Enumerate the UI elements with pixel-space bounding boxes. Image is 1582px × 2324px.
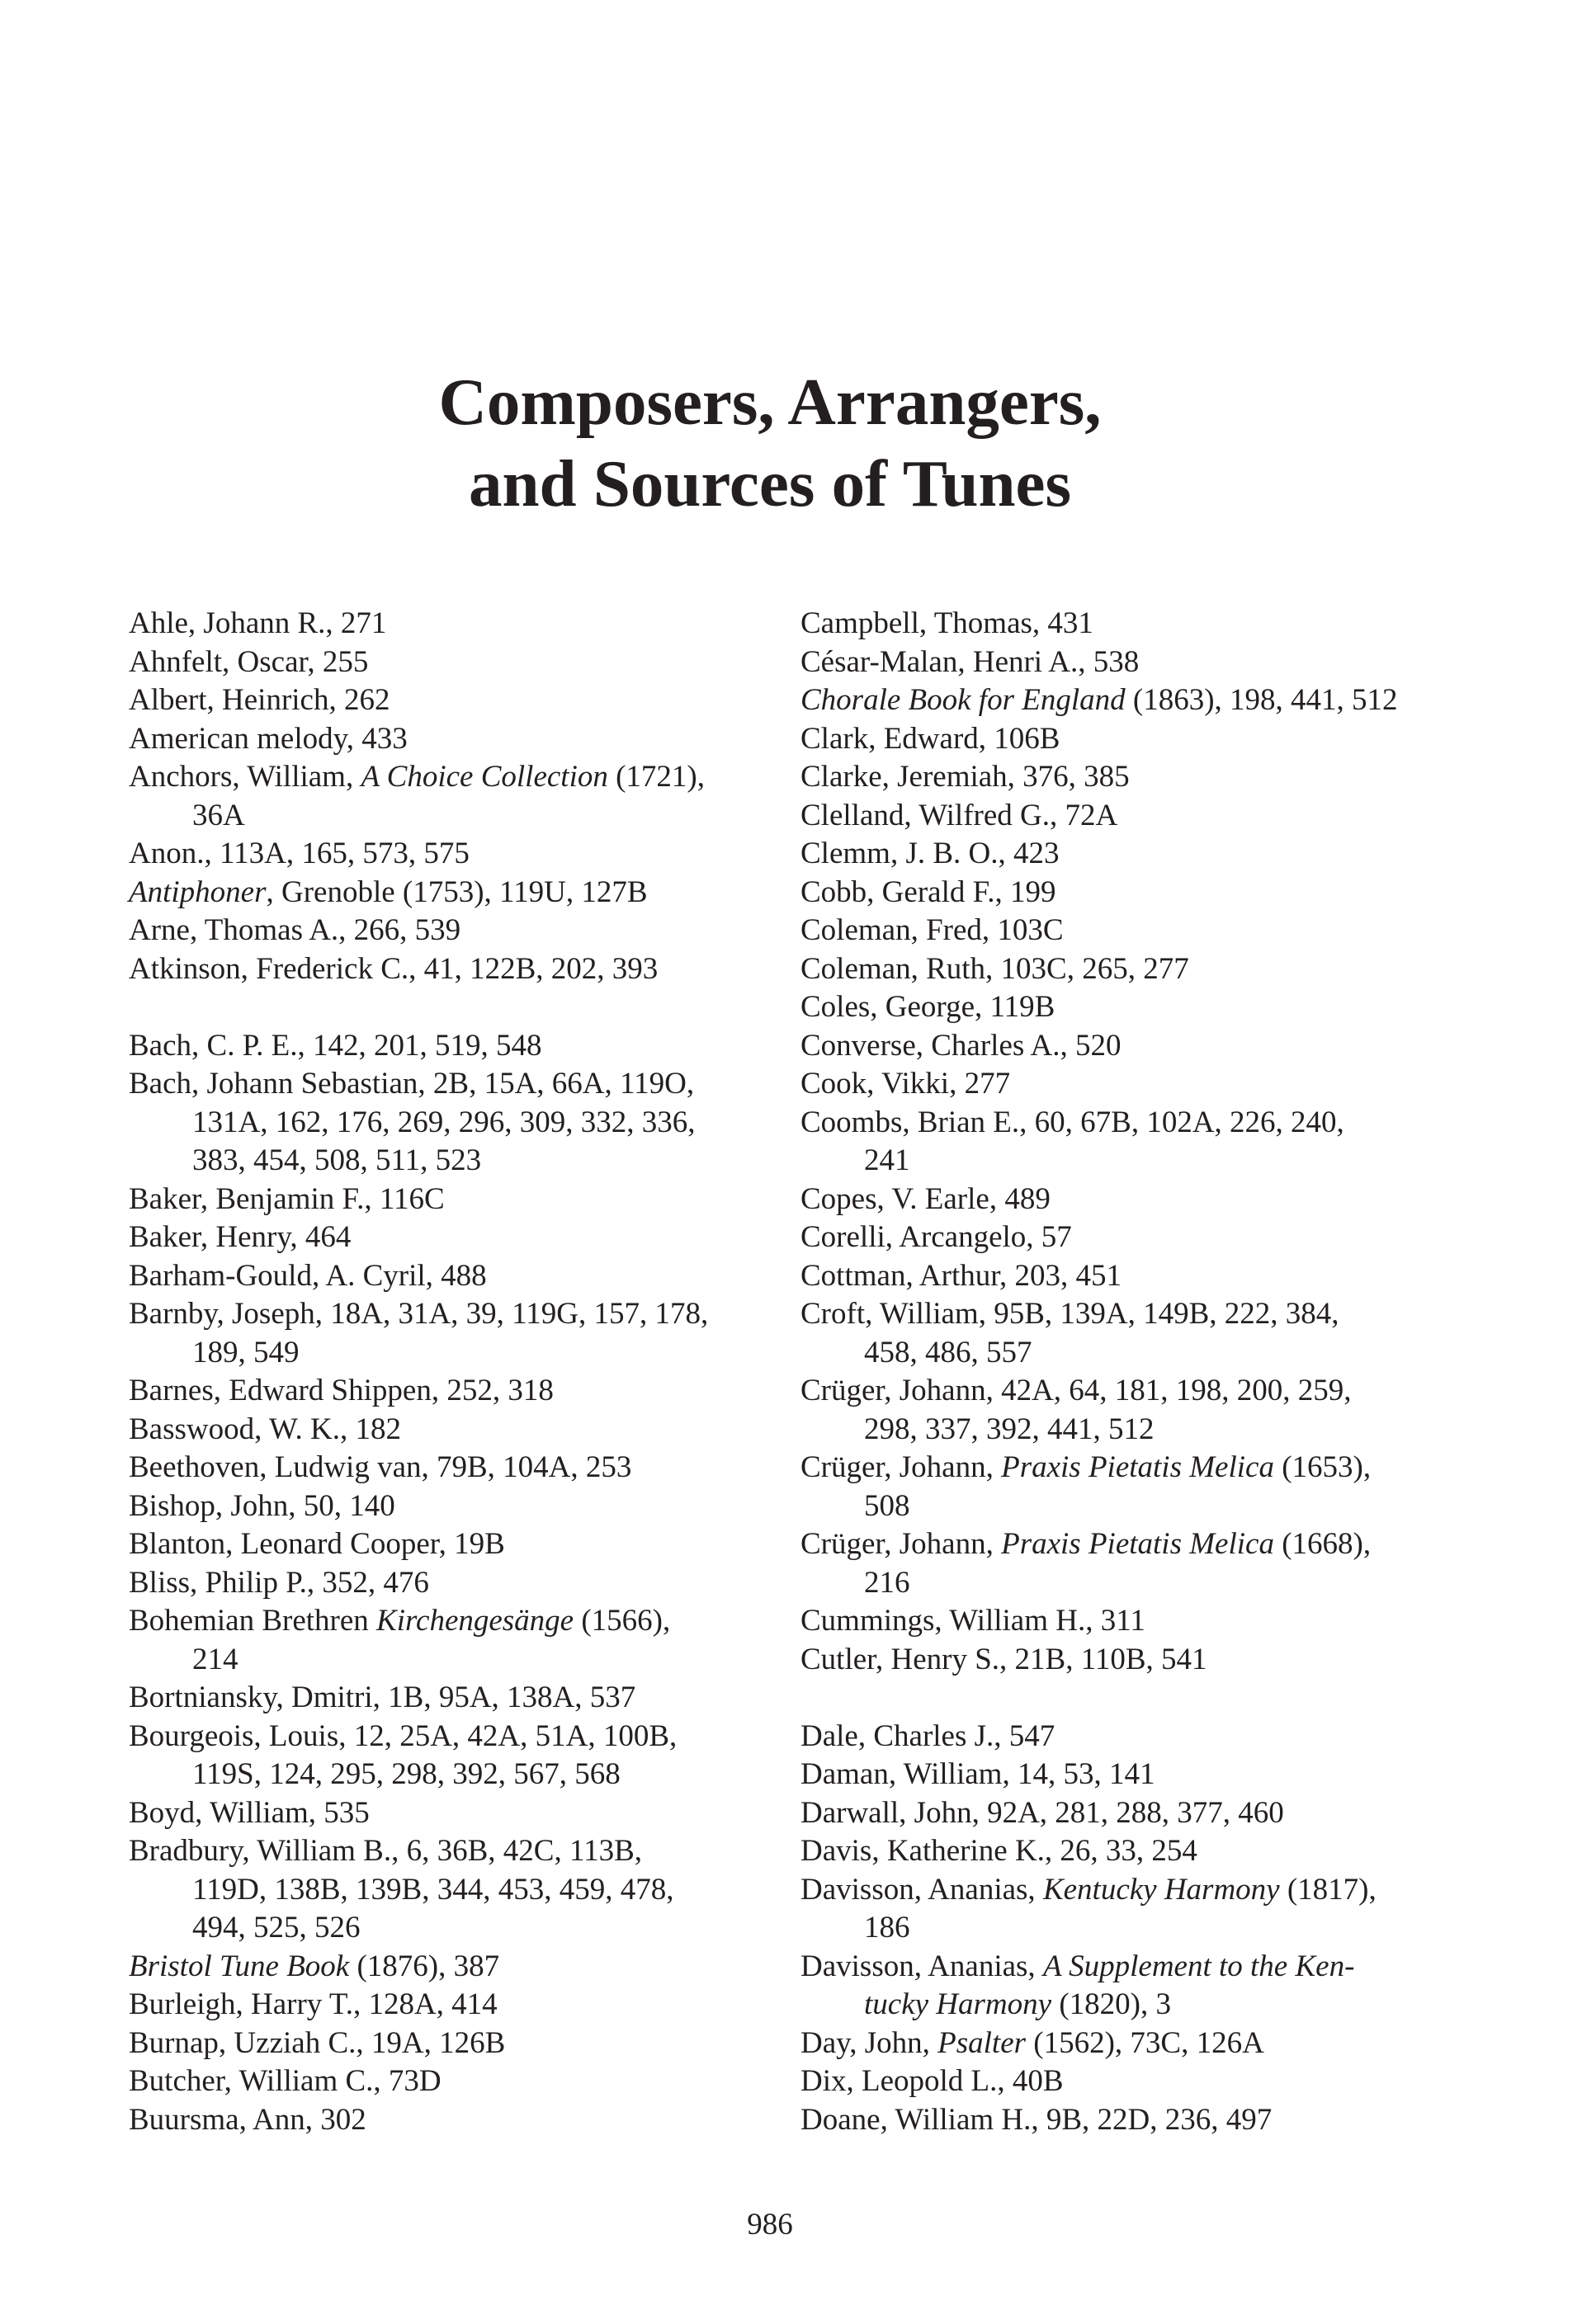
index-entry-text: Dale, Charles J., 547 (800, 1718, 1055, 1753)
index-entry-title: Antiphoner (129, 874, 267, 909)
index-entry (129, 874, 764, 912)
index-entry-text: Atkinson, Frederick C., 41, 122B, 202, 393 (129, 951, 659, 986)
index-entry (800, 1295, 1461, 1372)
index-entry-text: Coles, George, 119B (800, 990, 1055, 1024)
index-entry (800, 912, 1461, 950)
index-entry-text: American melody, 433 (129, 721, 408, 756)
index-entry-title: Kentucky Harmony (1042, 1872, 1280, 1907)
index-entry-text: Anchors, William, (129, 760, 361, 794)
letter-group-gap (800, 1679, 1461, 1718)
index-entry-text: (1721), (607, 760, 706, 794)
index-entry-title: Praxis Pietatis Melica (1001, 1527, 1274, 1561)
index-entry (800, 797, 1461, 836)
index-entry (129, 1295, 764, 1372)
letter-group-gap (129, 988, 764, 1027)
index-entry (800, 1871, 1461, 1948)
index-entry-text: (1820), 3 (1051, 1987, 1171, 2021)
index-entry-text: Crüger, Johann, (800, 1450, 1002, 1484)
index-entry-text: Corelli, Arcangelo, 57 (800, 1220, 1072, 1254)
index-entry-text: Baker, Henry, 464 (129, 1220, 352, 1254)
index-entry-title: A Supplement to the Ken- (1042, 1949, 1355, 1983)
index-entry (800, 758, 1461, 797)
index-entry-text: 216 (864, 1565, 910, 1600)
index-entry-text: 458, 486, 557 (864, 1335, 1032, 1369)
index-entry (129, 758, 764, 835)
index-entry (800, 1181, 1461, 1219)
index-entry (129, 835, 764, 874)
index-entry-text: Cobb, Gerald F., 199 (800, 874, 1056, 909)
index-entry-text: Coombs, Brian E., 60, 67B, 102A, 226, 240, (800, 1105, 1344, 1139)
index-entry-text: Doane, William H., 9B, 22D, 236, 497 (800, 2102, 1273, 2137)
index-entry-text: Blanton, Leonard Cooper, 19B (129, 1527, 505, 1561)
index-column-right (800, 605, 1461, 2139)
index-entry-text: Cummings, William H., 311 (800, 1604, 1145, 1638)
index-entry-text: Barnes, Edward Shippen, 252, 318 (129, 1374, 554, 1407)
index-entry (800, 2062, 1461, 2101)
index-entry (800, 1449, 1461, 1525)
index-entry-text: 241 (864, 1143, 910, 1177)
index-entry-text: Crüger, Johann, 42A, 64, 181, 198, 200, 259, (800, 1374, 1352, 1407)
index-entry (129, 1181, 764, 1219)
index-entry-text: (1817), (1279, 1872, 1377, 1907)
index-entry-text: Anon., 113A, 165, 573, 575 (129, 837, 470, 870)
index-entry-text: Cook, Vikki, 277 (800, 1067, 1011, 1101)
index-entry-text: Bishop, John, 50, 140 (129, 1488, 395, 1523)
index-entry-text: Ahle, Johann R., 271 (129, 606, 387, 640)
index-entry-text: Davis, Katherine K., 26, 33, 254 (800, 1834, 1197, 1868)
index-entry-text: Ahnfelt, Oscar, 255 (129, 644, 369, 679)
index-entry-text: Barnby, Joseph, 18A, 31A, 39, 119G, 157, 178, (129, 1297, 709, 1331)
index-entry-text: Clelland, Wilfred G., 72A (800, 798, 1118, 832)
index-entry-text: (1562), 73C, 126A (1026, 2025, 1264, 2060)
index-entry-text: Albert, Heinrich, 262 (129, 683, 390, 717)
index-column-left (129, 605, 764, 2139)
index-entry-text: 383, 454, 508, 511, 523 (192, 1143, 482, 1177)
index-entry-text: Dix, Leopold L., 40B (800, 2064, 1064, 2098)
index-entry-text: Campbell, Thomas, 431 (800, 606, 1093, 640)
index-entry-text: Darwall, John, 92A, 281, 288, 377, 460 (800, 1795, 1284, 1830)
index-entry (800, 988, 1461, 1027)
index-entry-text: Clark, Edward, 106B (800, 721, 1060, 756)
index-entry (129, 643, 764, 682)
index-entry (800, 835, 1461, 874)
index-entry (800, 1219, 1461, 1257)
index-entry (800, 1794, 1461, 1833)
index-entry (129, 1487, 764, 1526)
index-entry-text: 119D, 138B, 139B, 344, 453, 459, 478, (192, 1872, 674, 1907)
page-title-line-1: Composers, Arrangers, (438, 365, 1102, 439)
index-entry (129, 1948, 764, 1987)
index-entry (129, 1372, 764, 1411)
index-entry (129, 1219, 764, 1257)
index-entry-text: Daman, William, 14, 53, 141 (800, 1757, 1155, 1791)
index-entry-text: Beethoven, Ludwig van, 79B, 104A, 253 (129, 1450, 632, 1484)
index-entry (800, 1525, 1461, 1602)
index-entry-text: Cottman, Arthur, 203, 451 (800, 1258, 1122, 1293)
index-entry (800, 1948, 1461, 2025)
index-entry (129, 1679, 764, 1718)
index-entry-text: (1863), 198, 441, 512 (1125, 683, 1398, 717)
index-entry-text: Butcher, William C., 73D (129, 2064, 442, 2098)
index-entry-text: 36A (192, 798, 245, 832)
index-entry (800, 643, 1461, 682)
index-entry (800, 1832, 1461, 1871)
index-entry-text: Baker, Benjamin F., 116C (129, 1181, 445, 1216)
index-entry-text: Coleman, Fred, 103C (800, 913, 1064, 947)
index-entry-text: 494, 525, 526 (192, 1911, 361, 1945)
index-entry-title: Bristol Tune Book (129, 1949, 350, 1983)
index-entry (800, 2101, 1461, 2140)
index-entry-text: Buursma, Ann, 302 (129, 2102, 366, 2137)
index-entry-text: Bliss, Philip P., 352, 476 (129, 1565, 429, 1600)
index-entry-text: (1653), (1273, 1450, 1372, 1484)
index-entry-text: (1668), (1273, 1527, 1372, 1561)
index-entry (800, 1372, 1461, 1449)
index-entry (129, 1257, 764, 1296)
index-entry (800, 681, 1461, 720)
index-entry-text: Croft, William, 95B, 139A, 149B, 222, 384, (800, 1297, 1339, 1331)
index-entry-text: Copes, V. Earle, 489 (800, 1181, 1051, 1216)
index-entry (129, 1832, 764, 1948)
index-entry (129, 1564, 764, 1603)
index-entry-title: Chorale Book for England (800, 683, 1126, 717)
index-entry-title: Psalter (937, 2025, 1027, 2060)
index-entry-text: Crüger, Johann, (800, 1527, 1002, 1561)
index-entry-text: 119S, 124, 295, 298, 392, 567, 568 (192, 1757, 621, 1791)
index-entry-text: Boyd, William, 535 (129, 1795, 370, 1830)
index-entry (129, 1065, 764, 1181)
index-entry (129, 1602, 764, 1679)
index-entry-title: Kirchengesänge (376, 1604, 574, 1638)
index-entry-text: 131A, 162, 176, 269, 296, 309, 332, 336, (192, 1105, 696, 1139)
index-entry (129, 1449, 764, 1487)
page-title (0, 361, 1540, 525)
index-entry-title: A Choice Collection (361, 760, 608, 794)
index-entry-text: Davisson, Ananias, (800, 1949, 1043, 1983)
index-entry (129, 2062, 764, 2101)
page-title-line-2: and Sources of Tunes (468, 446, 1072, 521)
index-entry-title: Praxis Pietatis Melica (1001, 1450, 1274, 1484)
index-entry-text: Burleigh, Harry T., 128A, 414 (129, 1987, 498, 2021)
index-entry-text: Clarke, Jeremiah, 376, 385 (800, 760, 1130, 794)
index-entry (800, 1641, 1461, 1680)
index-entry-text: Barham-Gould, A. Cyril, 488 (129, 1258, 487, 1293)
index-entry-text: 189, 549 (192, 1335, 300, 1369)
index-entry (129, 1525, 764, 1564)
index-entry-text: , Grenoble (1753), 119U, 127B (266, 874, 648, 909)
index-entry-text: (1876), 387 (349, 1949, 500, 1983)
index-entry (800, 605, 1461, 643)
index-entry (129, 681, 764, 720)
index-entry-text: Coleman, Ruth, 103C, 265, 277 (800, 951, 1189, 986)
index-entry (129, 1027, 764, 1066)
index-entry (800, 1257, 1461, 1296)
index-entry-text: 508 (864, 1488, 910, 1523)
index-entry (800, 1027, 1461, 1066)
index-entry-text: Cutler, Henry S., 21B, 110B, 541 (800, 1642, 1207, 1676)
index-entry (800, 1718, 1461, 1756)
index-entry (129, 1718, 764, 1794)
index-entry (800, 1602, 1461, 1641)
index-entry-text: Arne, Thomas A., 266, 539 (129, 913, 461, 947)
index-entry-text: 214 (192, 1642, 238, 1676)
index-entry-text: 186 (864, 1911, 910, 1945)
index-entry (129, 912, 764, 950)
index-entry (800, 1104, 1461, 1181)
index-entry-text: Bohemian Brethren (129, 1604, 377, 1638)
index-entry-text: Basswood, W. K., 182 (129, 1412, 401, 1446)
index-entry-text: César-Malan, Henri A., 538 (800, 644, 1140, 679)
index-entry-text: Day, John, (800, 2025, 938, 2060)
index-entry-text: 298, 337, 392, 441, 512 (864, 1412, 1155, 1446)
index-entry-text: Converse, Charles A., 520 (800, 1028, 1122, 1063)
index-entry (129, 720, 764, 759)
index-entry (800, 720, 1461, 759)
index-entry (129, 1794, 764, 1833)
index-entry (129, 2101, 764, 2140)
index-entry (800, 1065, 1461, 1104)
index-entry-text: Bach, Johann Sebastian, 2B, 15A, 66A, 119O, (129, 1067, 695, 1101)
index-entry-title: tucky Harmony (864, 1987, 1052, 2021)
index-entry-text: Bourgeois, Louis, 12, 25A, 42A, 51A, 100B, (129, 1718, 678, 1753)
index-entry (800, 874, 1461, 912)
page-number: 986 (747, 2208, 793, 2242)
index-entry-text: Davisson, Ananias, (800, 1872, 1043, 1907)
index-entry (800, 1756, 1461, 1794)
index-entry-text: Clemm, J. B. O., 423 (800, 837, 1060, 870)
index-entry-text: (1566), (574, 1604, 671, 1638)
index-entry (800, 950, 1461, 989)
index-entry (129, 950, 764, 989)
index-entry (129, 605, 764, 643)
index-entry (800, 2025, 1461, 2063)
index-entry-text: Bach, C. P. E., 142, 201, 519, 548 (129, 1028, 542, 1063)
index-entry-text: Bortniansky, Dmitri, 1B, 95A, 138A, 537 (129, 1681, 636, 1714)
index-entry (129, 1411, 764, 1450)
index-entry (129, 1986, 764, 2025)
index-entry-text: Bradbury, William B., 6, 36B, 42C, 113B, (129, 1834, 643, 1868)
index-entry-text: Burnap, Uzziah C., 19A, 126B (129, 2025, 506, 2060)
index-entry (129, 2025, 764, 2063)
